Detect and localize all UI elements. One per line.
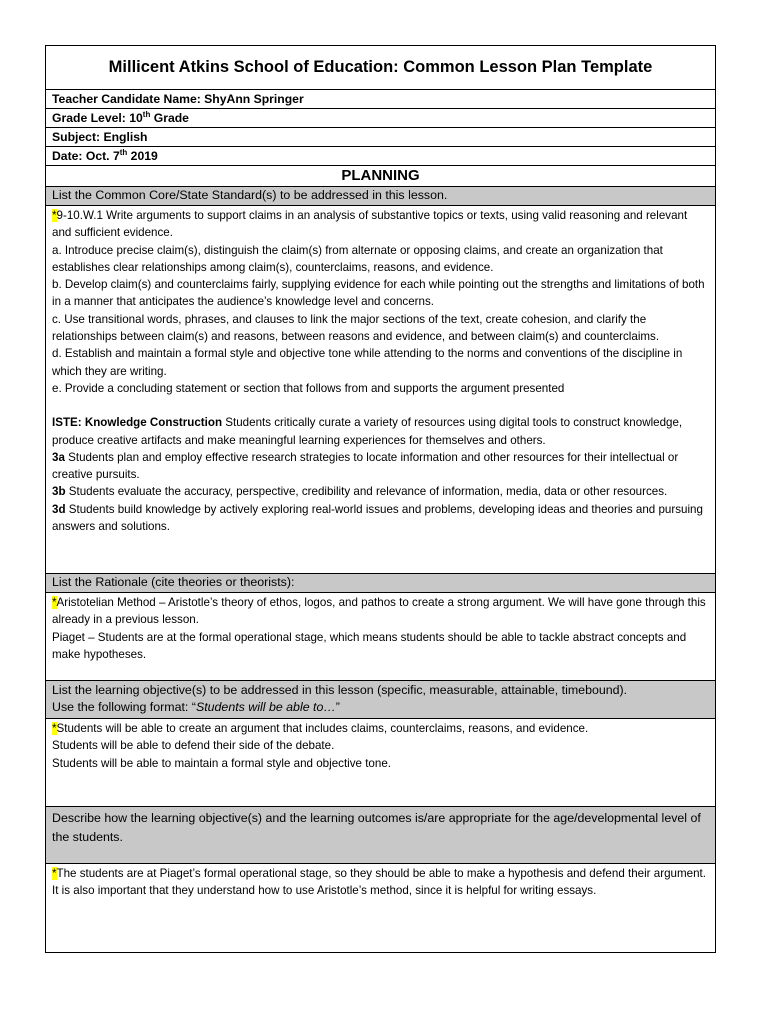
rationale-header: List the Rationale (cite theories or theorists): <box>46 574 715 593</box>
standards-header: List the Common Core/State Standard(s) to be addressed in this lesson. <box>46 187 715 206</box>
planning-heading: PLANNING <box>46 166 715 187</box>
grade-level: Grade Level: 10th Grade <box>46 109 715 128</box>
appropriateness-content: *The students are at Piaget’s formal operational stage, so they should be able to make a hypothesis and defend their argument. It is also important that they understand how to use Aristotle’s method, since it is helpful for writing essays. <box>52 867 706 898</box>
appropriateness-header: Describe how the learning objective(s) and the learning outcomes is/are appropriate for the age/developmental level of the students. <box>46 807 715 864</box>
subject: Subject: English <box>46 128 715 147</box>
lesson-plan-table <box>45 45 716 953</box>
standards-content: *9-10.W.1 Write arguments to support claims in an analysis of substantive topics or texts, using valid reasoning and relevant and sufficient evidence. a. Introduce precise claim(s), distinguish the claim(s) from alternate or opposing claims, and create an organization that establishes clear relationships among claim(s), counterclaims, reasons, and evidence. b. Develop claim(s) and counterclaims fairly, supplying evidence for each while pointing out the strengths and limitations of both in a manner that anticipates the audience’s knowledge level and concerns. c. Use transitional words, phrases, and clauses to link the major sections of the text, create cohesion, and clarify the relationships between claim(s) and reasons, between reasons and evidence, and between claim(s) and counterclaims. d. Establish and maintain a formal style and objective tone while attending to the norms and conventions of the discipline in which they are writing. e. Provide a concluding statement or section that follows from and supports the argument presented ISTE: Knowledge Construction Students critically curate a variety of resources using digital tools to construct knowledge, produce creative artifacts and make meaningful learning experiences for themselves and others. 3a Students plan and employ effective research strategies to locate information and other resources for their intellectual or creative pursuits. 3b Students evaluate the accuracy, perspective, credibility and relevance of information, media, data or other resources. 3d Students build knowledge by actively exploring real-world issues and problems, developing ideas and theories and pursuing answers and solutions. <box>46 206 715 574</box>
objectives-content: *Students will be able to create an argument that includes claims, counterclaims, reasons, and evidence. Students will be able to defend their side of the debate. Students will be able to maintain a formal style and objective tone. <box>46 719 715 807</box>
objectives-header: List the learning objective(s) to be addressed in this lesson (specific, measurable, attainable, timebound). Use the following format: “Students will be able to…” <box>46 681 715 719</box>
teacher-candidate-name: Teacher Candidate Name: ShyAnn Springer <box>46 90 715 109</box>
highlight-marker: * <box>52 722 57 735</box>
page-title: Millicent Atkins School of Education: Common Lesson Plan Template <box>46 46 715 90</box>
highlight-marker: * <box>52 867 57 880</box>
rationale-content: *Aristotelian Method – Aristotle’s theory of ethos, logos, and pathos to create a strong argument. We will have gone through this already in a previous lesson. Piaget – Students are at the formal operational stage, which means students should be able to tackle abstract concepts and make hypotheses. <box>46 593 715 681</box>
highlight-marker: * <box>52 209 57 222</box>
date: Date: Oct. 7th 2019 <box>46 147 715 166</box>
highlight-marker: * <box>52 596 57 609</box>
